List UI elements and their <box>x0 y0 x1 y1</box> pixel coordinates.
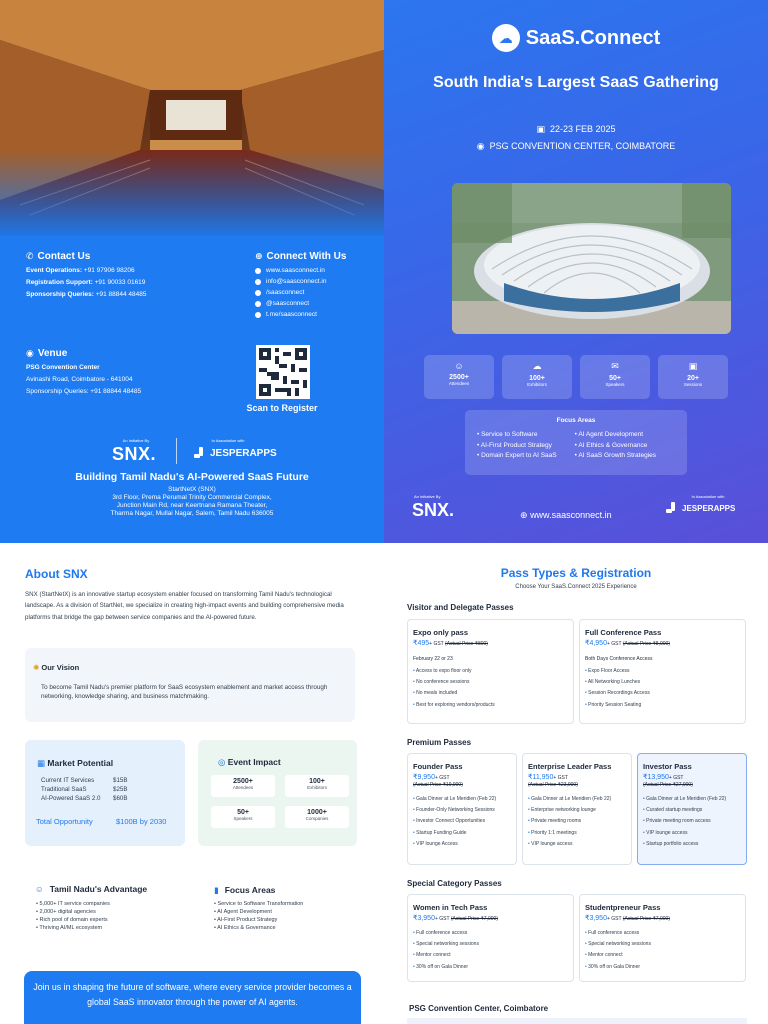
price-value: ₹4,950 <box>585 640 607 647</box>
market-row-value: $25B <box>113 786 128 793</box>
focus-areas-box <box>465 410 687 475</box>
actual-price: (Actual Price ₹800) <box>445 641 488 647</box>
gst-label: GST <box>611 641 622 647</box>
globe-icon <box>255 268 261 274</box>
jesperapps-logo-icon <box>666 502 678 514</box>
pass-types-title: Pass Types & Registration <box>500 566 652 580</box>
impact-label: Companies <box>305 816 329 821</box>
association-with-label: In Association with <box>211 438 245 443</box>
market-title-text: Market Potential <box>47 758 114 768</box>
pass-features <box>643 794 746 850</box>
mail-icon <box>255 279 261 285</box>
feature-item: • 30% off on Gala Dinner <box>585 962 745 973</box>
feature-item: • Enterprise networking lounge <box>528 805 631 816</box>
feature-item: • Investor Connect Opportunities <box>413 816 516 827</box>
market-row-value: $60B <box>113 795 128 802</box>
logo-divider <box>176 438 177 464</box>
stat-card <box>502 355 572 399</box>
feature-item: • Best for exploring vendors/products <box>413 700 573 711</box>
connect-section <box>255 251 346 320</box>
stat-value: 2500+ <box>449 374 469 381</box>
stat-card <box>658 355 728 399</box>
focus-areas-title <box>214 885 275 896</box>
link-text: /saasconnect <box>266 289 305 296</box>
list-item: • 5,000+ IT service companies <box>36 900 110 908</box>
focus-item: • Service to Software <box>477 430 557 441</box>
venue-section <box>26 348 141 398</box>
pass-features <box>585 928 745 973</box>
pass-card-women-in-tech[interactable] <box>407 894 574 982</box>
venue-name: PSG Convention Center <box>26 364 100 371</box>
market-row-label: AI-Powered SaaS 2.0 <box>41 795 101 802</box>
list-item: • AI Agent Development <box>214 908 303 916</box>
website-link[interactable] <box>255 265 346 276</box>
focus-item: • AI SaaS Growth Strategies <box>575 451 656 462</box>
price-value: ₹495 <box>413 640 430 647</box>
feature-item: • Curated startup meetings <box>643 805 746 816</box>
venue-text: PSG CONVENTION CENTER, COIMBATORE <box>489 141 676 151</box>
vision-card <box>25 648 355 722</box>
people-icon: ☺ <box>35 884 44 894</box>
event-impact-title <box>218 757 281 768</box>
initiative-by-label: An Initiative By <box>122 438 150 443</box>
instagram-icon <box>255 301 261 307</box>
brochure-right-panel <box>384 0 768 543</box>
focus-areas-list <box>214 900 303 932</box>
jesperapps-logo <box>666 502 735 514</box>
globe-icon: ⊕ <box>520 510 528 520</box>
actual-price: (Actual Price ₹7,000) <box>450 916 498 922</box>
pass-price: ₹13,950+ GST (Actual Price ₹27,900) <box>643 774 693 788</box>
jesperapps-logo-icon <box>194 447 206 459</box>
feature-item: • Founder-Only Networking Sessions <box>413 805 516 816</box>
actual-price: (Actual Price ₹23,900) <box>528 782 578 788</box>
impact-value: 100+ <box>309 778 325 785</box>
pass-name: Investor Pass <box>643 762 692 771</box>
tn-advantage-list <box>36 900 110 932</box>
people-icon: ☺ <box>454 361 464 371</box>
gst-label: GST <box>433 641 444 647</box>
cta-banner: Join us in shaping the future of software, where every service provider becomes a global SaaS innovator through the power of AI agents. <box>24 971 361 1024</box>
feature-item: • Startup Funding Guide <box>413 828 516 839</box>
location-pin-icon: ◉ <box>476 141 485 151</box>
photo-fade <box>0 150 384 240</box>
feature-item: • Gala Dinner at Le Meridien (Feb 22) <box>528 794 631 805</box>
bar-chart-icon: ▮ <box>214 885 219 895</box>
event-impact-card <box>198 740 357 846</box>
vision-title <box>33 663 79 672</box>
pass-price: ₹11,950+ GST (Actual Price ₹23,900) <box>528 774 578 788</box>
phone-number[interactable]: +91 90033 01619 <box>94 279 146 286</box>
pass-types-subtitle: Choose Your SaaS.Connect 2025 Experience <box>515 584 637 590</box>
pass-name: Founder Pass <box>413 762 463 771</box>
snx-logo: SNX. <box>112 444 157 464</box>
building-icon: ▦ <box>37 758 46 768</box>
feature-item: • Access to expo floor only <box>413 666 573 677</box>
feature-item: • Priority 1:1 meetings <box>528 828 631 839</box>
telegram-link[interactable] <box>255 309 346 320</box>
venue-sponsorship: Sponsorship Queries: +91 88844 48485 <box>26 388 142 395</box>
impact-label: Speakers <box>233 816 253 821</box>
pass-card-investor[interactable] <box>637 753 747 865</box>
feature-item: • No conference sessions <box>413 677 573 688</box>
email-link[interactable] <box>255 276 346 287</box>
visitor-passes-heading: Visitor and Delegate Passes <box>407 603 514 612</box>
stat-label: Speakers <box>605 382 625 387</box>
connect-title: Connect With Us <box>266 251 347 262</box>
feature-item: • VIP lounge Access <box>413 839 516 850</box>
venue-title: Venue <box>37 348 68 359</box>
address-line: Tharma Nagar, Mullai Nagar, Salem, Tamil Nadu 636005 <box>110 510 274 517</box>
impact-value: 2500+ <box>233 778 253 785</box>
cloud-icon: ☁ <box>492 24 520 52</box>
org-address <box>60 486 324 518</box>
pass-name: Expo only pass <box>413 628 469 637</box>
pass-price: ₹9,950+ GST (Actual Price ₹19,900) <box>413 774 463 788</box>
instagram-link[interactable] <box>255 298 346 309</box>
feature-item: • Special networking sessions <box>413 939 573 950</box>
price-value: ₹3,950 <box>413 915 435 922</box>
focus-list-left <box>477 430 557 462</box>
focus-item: • Domain Expert to AI SaaS <box>477 451 557 462</box>
vision-title-text: Our Vision <box>41 663 80 672</box>
market-row-value: $15B <box>113 777 128 784</box>
price-value: ₹3,950 <box>585 915 607 922</box>
list-item: • Rich pool of domain experts <box>36 916 110 924</box>
registration-qr-code[interactable] <box>256 345 310 399</box>
contact-label: Sponsorship Queries: <box>26 291 94 298</box>
address-line: 3rd Floor, Prema Perumal Trinity Commercial Complex, <box>112 494 272 501</box>
stat-value: 20+ <box>687 375 699 382</box>
jesperapps-wordmark: JESPERAPPS <box>210 447 277 459</box>
saas-connect-logo <box>384 24 768 52</box>
facebook-link[interactable] <box>255 287 346 298</box>
gst-label: GST <box>439 916 450 922</box>
stat-value: 50+ <box>609 375 621 382</box>
pass-features <box>413 794 516 850</box>
impact-label: Attendees <box>232 785 254 790</box>
price-value: ₹9,950 <box>413 774 435 781</box>
feature-item: • Session Recordings Access <box>585 688 745 699</box>
list-item: • AI-First Product Strategy <box>214 916 303 924</box>
target-icon: ◎ <box>218 757 226 767</box>
snx-logo: SNX. <box>412 500 455 520</box>
cloud-icon: ☁ <box>532 361 542 371</box>
focus-areas-title-text: Focus Areas <box>224 885 276 895</box>
calendar-icon: ▣ <box>688 361 698 371</box>
impact-label: Exhibitors <box>307 785 327 790</box>
market-row-label: Traditional SaaS <box>41 786 87 793</box>
feature-item: • Mentor connect <box>585 950 745 961</box>
globe-icon: ⊕ <box>255 251 263 261</box>
pass-note: February 22 or 23 <box>413 656 453 662</box>
stat-value: 100+ <box>529 375 545 382</box>
stat-label: Attendees <box>448 381 470 386</box>
pass-features <box>413 928 573 973</box>
jesperapps-wordmark: JESPERAPPS <box>682 503 736 513</box>
megaphone-icon: ✉ <box>611 361 619 371</box>
impact-stat <box>285 775 349 797</box>
feature-item: • Priority Session Seating <box>585 700 745 711</box>
feature-item: • Full conference access <box>413 928 573 939</box>
feature-item: • 30% off on Gala Dinner <box>413 962 573 973</box>
total-opportunity-value: $100B by 2030 <box>116 817 167 826</box>
pass-price: ₹4,950+ GST (Actual Price ₹8,000) <box>585 640 670 647</box>
venue-footer-strip <box>407 1018 747 1024</box>
pass-card-studentpreneur[interactable] <box>579 894 746 982</box>
feature-item: • Startup portfolio access <box>643 839 746 850</box>
focus-areas-title: Focus Areas <box>556 417 596 424</box>
focus-item: • AI Ethics & Governance <box>575 441 656 452</box>
pass-features <box>413 666 573 711</box>
pass-features <box>528 794 631 850</box>
list-item: • Service to Software Transformation <box>214 900 303 908</box>
about-title: About SNX <box>25 567 88 581</box>
gst-label: GST <box>557 775 568 781</box>
feature-item: • VIP lounge access <box>528 839 631 850</box>
gst-label: GST <box>439 775 450 781</box>
contact-label: Registration Support: <box>26 279 93 286</box>
scan-to-register-label: Scan to Register <box>246 403 318 413</box>
pass-price: ₹3,950+ GST (Actual Price ₹7,000) <box>585 915 670 922</box>
venue-address: Avinashi Road, Coimbatore - 641004 <box>26 376 133 383</box>
pass-features <box>585 666 745 711</box>
facebook-icon <box>255 290 261 296</box>
feature-item: • All Networking Lunches <box>585 677 745 688</box>
pass-card-full-conference[interactable] <box>579 619 746 724</box>
feature-item: • Gala Dinner at Le Meridien (Feb 22) <box>413 794 516 805</box>
contact-label: Event Operations: <box>26 267 82 274</box>
event-venue <box>384 141 768 152</box>
jesperapps-logo <box>194 447 277 459</box>
impact-stat <box>211 806 275 828</box>
pass-name: Women in Tech Pass <box>413 903 488 912</box>
association-with-label: In Association with <box>691 494 725 499</box>
feature-item: • Expo Floor Access <box>585 666 745 677</box>
actual-price: (Actual Price ₹7,000) <box>622 916 670 922</box>
phone-icon: ✆ <box>26 251 34 261</box>
stat-card <box>580 355 650 399</box>
feature-item: • Full conference access <box>585 928 745 939</box>
premium-passes-heading: Premium Passes <box>407 738 472 747</box>
impact-value: 1000+ <box>307 809 327 816</box>
focus-item: • AI Agent Development <box>575 430 656 441</box>
market-potential-card <box>25 740 185 846</box>
location-pin-icon: ◉ <box>26 348 34 358</box>
price-value: ₹13,950 <box>643 774 669 781</box>
venue-footer-heading: PSG Convention Center, Coimbatore <box>409 1004 549 1013</box>
phone-number[interactable]: +91 88844 48485 <box>95 291 147 298</box>
actual-price: (Actual Price ₹27,900) <box>643 782 693 788</box>
contact-title: Contact Us <box>37 251 91 262</box>
stat-card <box>424 355 494 399</box>
tn-advantage-title <box>35 884 147 894</box>
gst-label: GST <box>673 775 684 781</box>
pass-name: Studentpreneur Pass <box>585 903 661 912</box>
pass-card-expo[interactable] <box>407 619 574 724</box>
tn-advantage-title-text: Tamil Nadu's Advantage <box>49 884 148 894</box>
date-text: 22-23 FEB 2025 <box>549 124 616 134</box>
list-item: • AI Ethics & Governance <box>214 924 303 932</box>
impact-value: 50+ <box>237 809 249 816</box>
pass-price: ₹3,950+ GST (Actual Price ₹7,000) <box>413 915 498 922</box>
phone-number[interactable]: +91 97906 98206 <box>83 267 135 274</box>
special-passes-heading: Special Category Passes <box>407 879 502 888</box>
price-value: ₹11,950 <box>528 774 554 781</box>
impact-stat <box>211 775 275 797</box>
feature-item: • Private meeting room access <box>643 816 746 827</box>
focus-list-right <box>575 430 656 462</box>
brand-name: SaaS.Connect <box>525 26 661 49</box>
event-impact-title-text: Event Impact <box>227 757 281 767</box>
address-line: Junction Main Rd, near Keertnana Ramana Theater, <box>116 502 268 509</box>
telegram-icon <box>255 312 261 318</box>
link-text: t.me/saasconnect <box>266 311 317 318</box>
actual-price: (Actual Price ₹19,900) <box>413 782 463 788</box>
gst-label: GST <box>611 916 622 922</box>
feature-item: • Mentor connect <box>413 950 573 961</box>
pass-card-enterprise-leader[interactable] <box>522 753 632 865</box>
impact-stat <box>285 806 349 828</box>
pass-price: ₹495+ GST (Actual Price ₹800) <box>413 640 488 647</box>
market-title <box>37 758 113 769</box>
initiative-by-label: An Initiative By <box>414 494 441 499</box>
link-text: www.saasconnect.in <box>530 510 612 520</box>
pass-card-founder[interactable] <box>407 753 517 865</box>
market-row-label: Current IT Services <box>41 777 95 784</box>
feature-item: • Private meeting rooms <box>528 816 631 827</box>
website-link[interactable] <box>520 510 612 521</box>
about-text: SNX (StartNetX) is an innovative startup ecosystem enabler focused on transforming Tamil Nadu's technological landscape. As a division of StartNet, we specialize in creating high-impact events and building comprehensive media platforms that bridge the gap between service companies and the AI-powered future. <box>25 591 344 621</box>
convention-center-photo <box>452 183 731 334</box>
pass-name: Enterprise Leader Pass <box>528 762 612 771</box>
lightbulb-icon: ✺ <box>33 663 40 672</box>
total-opportunity-label: Total Opportunity <box>36 817 93 826</box>
feature-item: • Gala Dinner at Le Meridien (Feb 22) <box>643 794 746 805</box>
link-text: info@saasconnect.in <box>266 278 327 285</box>
feature-item: • No meals included <box>413 688 573 699</box>
feature-item: • Special networking sessions <box>585 939 745 950</box>
event-tagline: South India's Largest SaaS Gathering <box>433 74 719 91</box>
actual-price: (Actual Price ₹8,000) <box>622 641 670 647</box>
building-title: Building Tamil Nadu's AI-Powered SaaS Future <box>75 471 309 483</box>
feature-item: • VIP lounge access <box>643 828 746 839</box>
vision-text: To become Tamil Nadu's premier platform for SaaS ecosystem enablement and market access through networking, knowledge sharing, and business matchmaking. <box>41 684 328 700</box>
list-item: • Thriving AI/ML ecosystem <box>36 924 110 932</box>
calendar-icon: ▣ <box>536 124 545 134</box>
link-text: @saasconnect <box>266 300 310 307</box>
address-line: StartNetX (SNX) <box>168 486 216 493</box>
pass-note: Both Days Conference Access <box>585 656 653 662</box>
event-date <box>384 124 768 135</box>
brochure-left-panel <box>0 0 384 543</box>
pass-name: Full Conference Pass <box>585 628 662 637</box>
stat-label: Exhibitors <box>527 382 547 387</box>
focus-item: • AI-First Product Strategy <box>477 441 557 452</box>
list-item: • 2,000+ digital agencies <box>36 908 110 916</box>
contact-section <box>26 251 147 301</box>
link-text: www.saasconnect.in <box>266 267 325 274</box>
stat-label: Sessions <box>683 382 703 387</box>
